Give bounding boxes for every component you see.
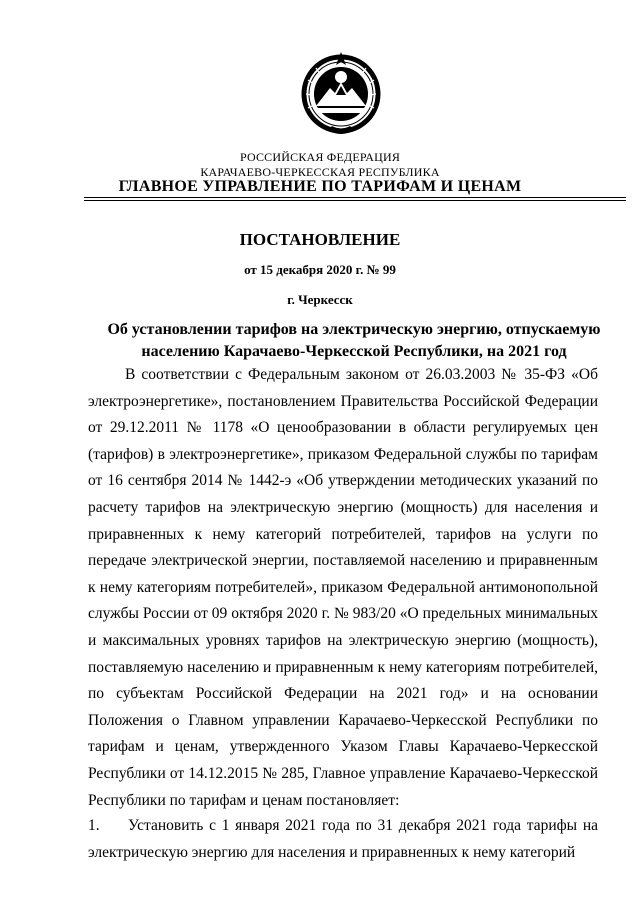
preamble-paragraph: В соответствии с Федеральным законом от 26.03.2003 № 35-ФЗ «Об электроэнергетике», постановлением Правительства Российской Федерации от 29.12.2011 № 1178 «О ценообразовании в области регулируемых цен (тарифов) в электроэнергетике», приказом Федеральной службы по тарифам от 16 сентября 2014 № 1442-э «Об утверждении методических указаний по расчету тарифов на электрическую энергию (мощность) для населения и приравненных к нему категорий потребителей, тарифов на услуги по передаче электрической энергии, поставляемой населению и приравненным к нему категориям потребителей», приказом Федеральной антимонопольной службы России от 09 октября 2020 г. № 983/20 «О предельных минимальных и максимальных уровнях тарифов на электрическую энергию (мощность), поставляемую населению и приравненным к нему категориям потребителей, по субъектам Российской Федерации на 2021 год» и на основании Положения о Главном управлении Карачаево-Черкесской Республики по тарифам и ценам, утвержденного Указом Главы Карачаево-Черкесской Республики от 14.12.2015 № 285, Главное управление Карачаево-Черкесской Республики по тарифам и ценам постановляет: bbox=[88, 366, 598, 809]
header-rule-thick bbox=[84, 197, 626, 198]
list-item-number: 1. bbox=[88, 817, 100, 834]
republic-name: КАРАЧАЕВО-ЧЕРКЕССКАЯ РЕСПУБЛИКА bbox=[200, 165, 440, 179]
agency-name: ГЛАВНОЕ УПРАВЛЕНИЕ ПО ТАРИФАМ И ЦЕНАМ bbox=[118, 178, 522, 195]
country-name: РОССИЙСКАЯ ФЕДЕРАЦИЯ bbox=[239, 150, 401, 164]
document-subject: Об установлении тарифов на электрическую энергию, отпускаемую населению Карачаево-Черкесской Республики, на 2021 год bbox=[107, 321, 601, 360]
list-item bbox=[88, 813, 598, 866]
document-type: ПОСТАНОВЛЕНИЕ bbox=[239, 230, 401, 249]
document-city: г. Черкесск bbox=[287, 292, 353, 307]
coat-of-arms-emblem bbox=[300, 50, 382, 142]
list-item-text: Установить с 1 января 2021 года по 31 декабря 2021 года тарифы на электрическую энергию для населения и приравненных к нему категорий bbox=[88, 817, 598, 861]
header-rule-thin bbox=[84, 200, 626, 201]
document-date-number: от 15 декабря 2020 г. № 99 bbox=[244, 262, 396, 277]
